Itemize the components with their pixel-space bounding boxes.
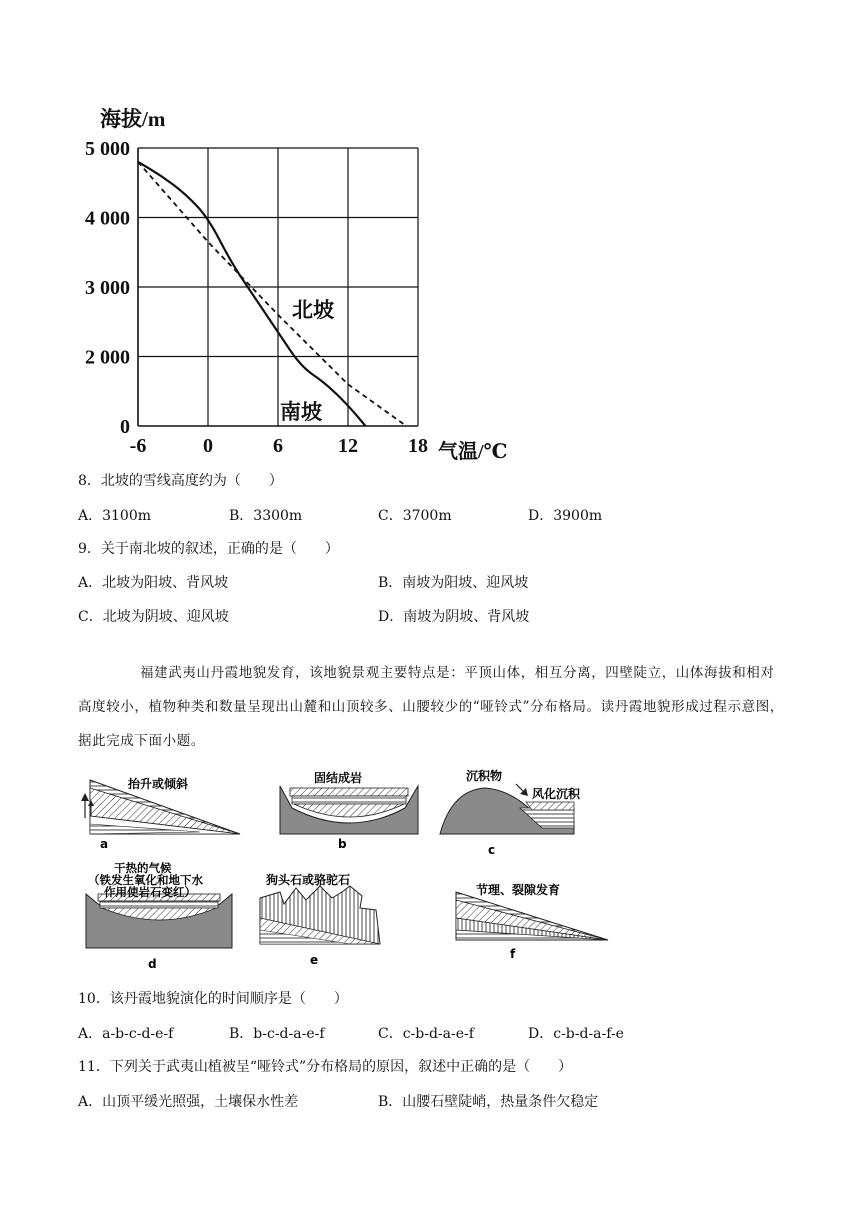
x-axis-label: 气温/℃: [438, 441, 508, 463]
panel-d-letter: d: [148, 957, 157, 971]
question-10-stem: 10．该丹霞地貌演化的时间顺序是（ ）: [78, 991, 348, 1007]
question-10-option-b[interactable]: B．b-c-d-a-e-f: [229, 1026, 325, 1042]
panel-e-letter: e: [310, 953, 319, 967]
question-11-stem: 11．下列关于武夷山植被呈“哑铃式”分布格局的原因，叙述中正确的是（ ）: [78, 1059, 573, 1075]
x-tick-label: 0: [203, 435, 213, 457]
panel-d-oxidation: [86, 861, 232, 971]
question-10-option-d[interactable]: D．c-b-d-a-f-e: [528, 1026, 624, 1042]
series-label-south-slope: 南坡: [280, 400, 322, 424]
x-tick-label: 6: [273, 435, 283, 457]
y-tick-label: 4 000: [85, 207, 130, 230]
x-tick-label: 12: [338, 435, 358, 457]
question-9-option-d[interactable]: D．南坡为阴坡、背风坡: [378, 609, 530, 625]
question-8-option-b[interactable]: B．3300m: [229, 508, 303, 524]
panel-f-joints-fissures: [456, 882, 608, 961]
question-8-option-d[interactable]: D．3900m: [528, 508, 603, 524]
panel-c-caption-weathering: 风化沉积: [532, 787, 581, 801]
altitude-temperature-chart: [60, 90, 530, 470]
question-9-stem: 9．关于南北坡的叙述，正确的是（ ）: [78, 541, 339, 557]
y-tick-label: 5 000: [85, 138, 130, 160]
danxia-formation-diagram: [80, 768, 620, 974]
panel-d-caption-line3: 作用使岩石变红）: [104, 885, 196, 899]
question-10-option-a[interactable]: A．a-b-c-d-e-f: [78, 1026, 174, 1042]
series-line-south-slope: [138, 162, 366, 426]
x-tick-label: 18: [408, 435, 428, 457]
panel-a-caption: 抬升或倾斜: [128, 777, 189, 791]
question-11-option-b[interactable]: B．山腰石壁陡峭，热量条件欠稳定: [378, 1094, 599, 1110]
y-axis-label: 海拔/m: [100, 107, 166, 131]
panel-f-caption: 节理、裂隙发育: [476, 883, 561, 897]
panel-e-caption: 狗头石或骆驼石: [266, 873, 351, 887]
panel-d-caption-line1: 干热的气候: [114, 861, 172, 875]
panel-b-caption: 固结成岩: [314, 771, 363, 785]
panel-b-consolidation: [280, 770, 418, 851]
y-tick-labels: [85, 138, 130, 438]
panel-e-dog-head-camel-rocks: [260, 872, 380, 967]
x-tick-labels: [130, 435, 428, 457]
panel-c-letter: c: [488, 843, 496, 857]
panel-c-weathering-deposition: [440, 768, 581, 857]
question-10-option-c[interactable]: C．c-b-d-a-e-f: [378, 1026, 474, 1042]
panel-a-uplift-tilt: [81, 776, 240, 851]
y-tick-label: 0: [120, 416, 130, 438]
question-11-option-a[interactable]: A．山顶平缓光照强，土壤保水性差: [78, 1094, 299, 1110]
panel-f-letter: f: [510, 947, 516, 961]
series-line-north-slope: [138, 162, 406, 426]
y-tick-label: 3 000: [85, 277, 130, 299]
question-8-option-c[interactable]: C．3700m: [378, 508, 452, 524]
reading-passage: 福建武夷山丹霞地貌发育，该地貌景观主要特点是：平顶山体，相互分离，四壁陡立，山体海拔和相对高度较小，植物种类和数量呈现出山麓和山顶较多、山腰较少的“哑铃式”分布格局。读丹霞地貌形成过程示意图，据此完成下面小题。: [78, 665, 784, 749]
series-label-north-slope: 北坡: [292, 298, 334, 322]
question-8-option-a[interactable]: A．3100m: [78, 508, 152, 524]
question-9-option-b[interactable]: B．南坡为阳坡、迎风坡: [378, 575, 529, 591]
y-tick-label: 2 000: [85, 346, 130, 369]
panel-b-letter: b: [338, 837, 347, 851]
question-9-option-c[interactable]: C．北坡为阴坡、迎风坡: [78, 609, 229, 625]
question-9-option-a[interactable]: A．北坡为阳坡、背风坡: [78, 575, 229, 591]
x-tick-label: -6: [129, 435, 147, 457]
panel-a-letter: a: [100, 837, 109, 851]
panel-d-caption-line2: （铁发生氧化和地下水: [88, 873, 203, 887]
question-8-stem: 8．北坡的雪线高度约为（ ）: [78, 473, 283, 489]
panel-c-caption-sediment: 沉积物: [466, 769, 503, 783]
